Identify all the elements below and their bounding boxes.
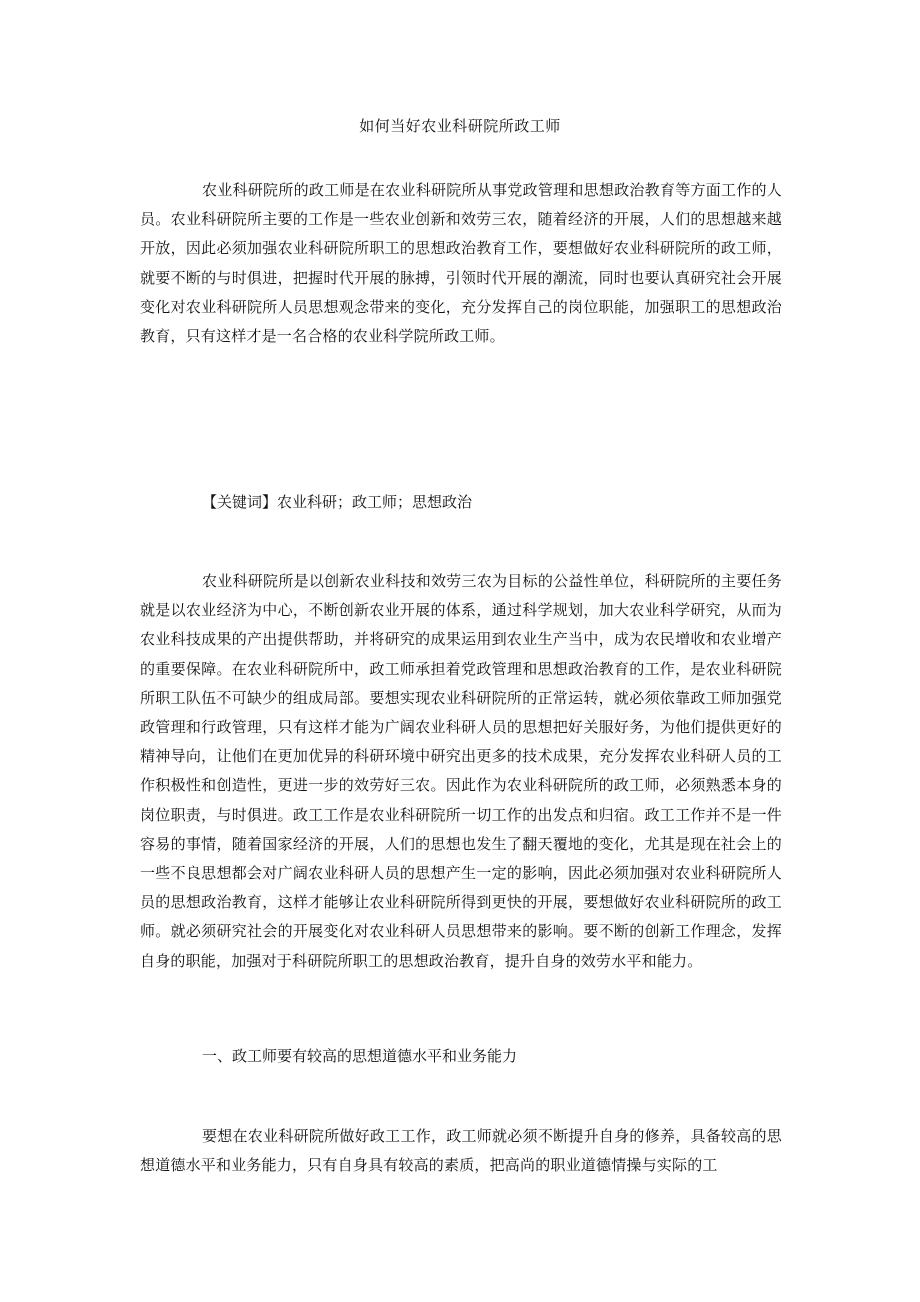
body-paragraph-1: 农业科研院所是以创新农业科技和效劳三农为目标的公益性单位，科研院所的主要任务就是以农业经济为中心，不断创新农业开展的体系，通过科学规划，加大农业科学研究，从而为农业科技成果的产出提供帮助，并将研究的成果运用到农业生产当中，成为农民增收和农业增产的重要保障。在农业科研院所中，政工师承担着党政管理和思想政治教育的工作，是农业科研院所职工队伍不可缺少的组成局部。要想实现农业科研院所的正常运转，就必须依靠政工师加强党政管理和行政管理，只有这样才能为广阔农业科研人员的思想把好关服好务，为他们提供更好的精神导向，让他们在更加优异的科研环境中研究出更多的技术成果，充分发挥农业科研人员的工作积极性和创造性，更进一步的效劳好三农。因此作为农业科研院所的政工师，必须熟悉本身的岗位职责，与时俱进。政工工作是农业科研院所一切工作的出发点和归宿。政工工作并不是一件容易的事情，随着国家经济的开展，人们的思想也发生了翻天覆地的变化，尤其是现在社会上的一些不良思想都会对广阔农业科研人员的思想产生一定的影响，因此必须加强对农业科研院所人员的思想政治教育，这样才能够让农业科研院所得到更快的开展，要想做好农业科研院所的政工师。就必须研究社会的开展变化对农业科研人员思想带来的影响。要不断的创新工作理念，发挥自身的职能，加强对于科研院所职工的思想政治教育，提升自身的效劳水平和能力。 xyxy=(140,572,782,970)
section-heading-1: 一、政工师要有较高的思想道德水平和业务能力 xyxy=(202,1047,518,1065)
document-title: 如何当好农业科研院所政工师 xyxy=(359,117,561,135)
keywords-line: 【关键词】农业科研；政工师；思想政治 xyxy=(202,493,473,511)
body-paragraph-2: 要想在农业科研院所做好政工工作，政工师就必须不断提升自身的修养，具备较高的思想道德水平和业务能力，只有自身具有较高的素质，把高尚的职业道德情操与实际的工 xyxy=(140,1127,782,1175)
abstract-paragraph: 农业科研院所的政工师是在农业科研院所从事党政管理和思想政治教育等方面工作的人员。农业科研院所主要的工作是一些农业创新和效劳三农，随着经济的开展，人们的思想越来越开放，因此必须加强农业科研院所职工的思想政治教育工作，要想做好农业科研院所的政工师，就要不断的与时俱进，把握时代开展的脉搏，引领时代开展的潮流，同时也要认真研究社会开展变化对农业科研院所人员思想观念带来的变化，充分发挥自己的岗位职能，加强职工的思想政治教育，只有这样才是一名合格的农业科学院所政工师。 xyxy=(140,181,782,346)
